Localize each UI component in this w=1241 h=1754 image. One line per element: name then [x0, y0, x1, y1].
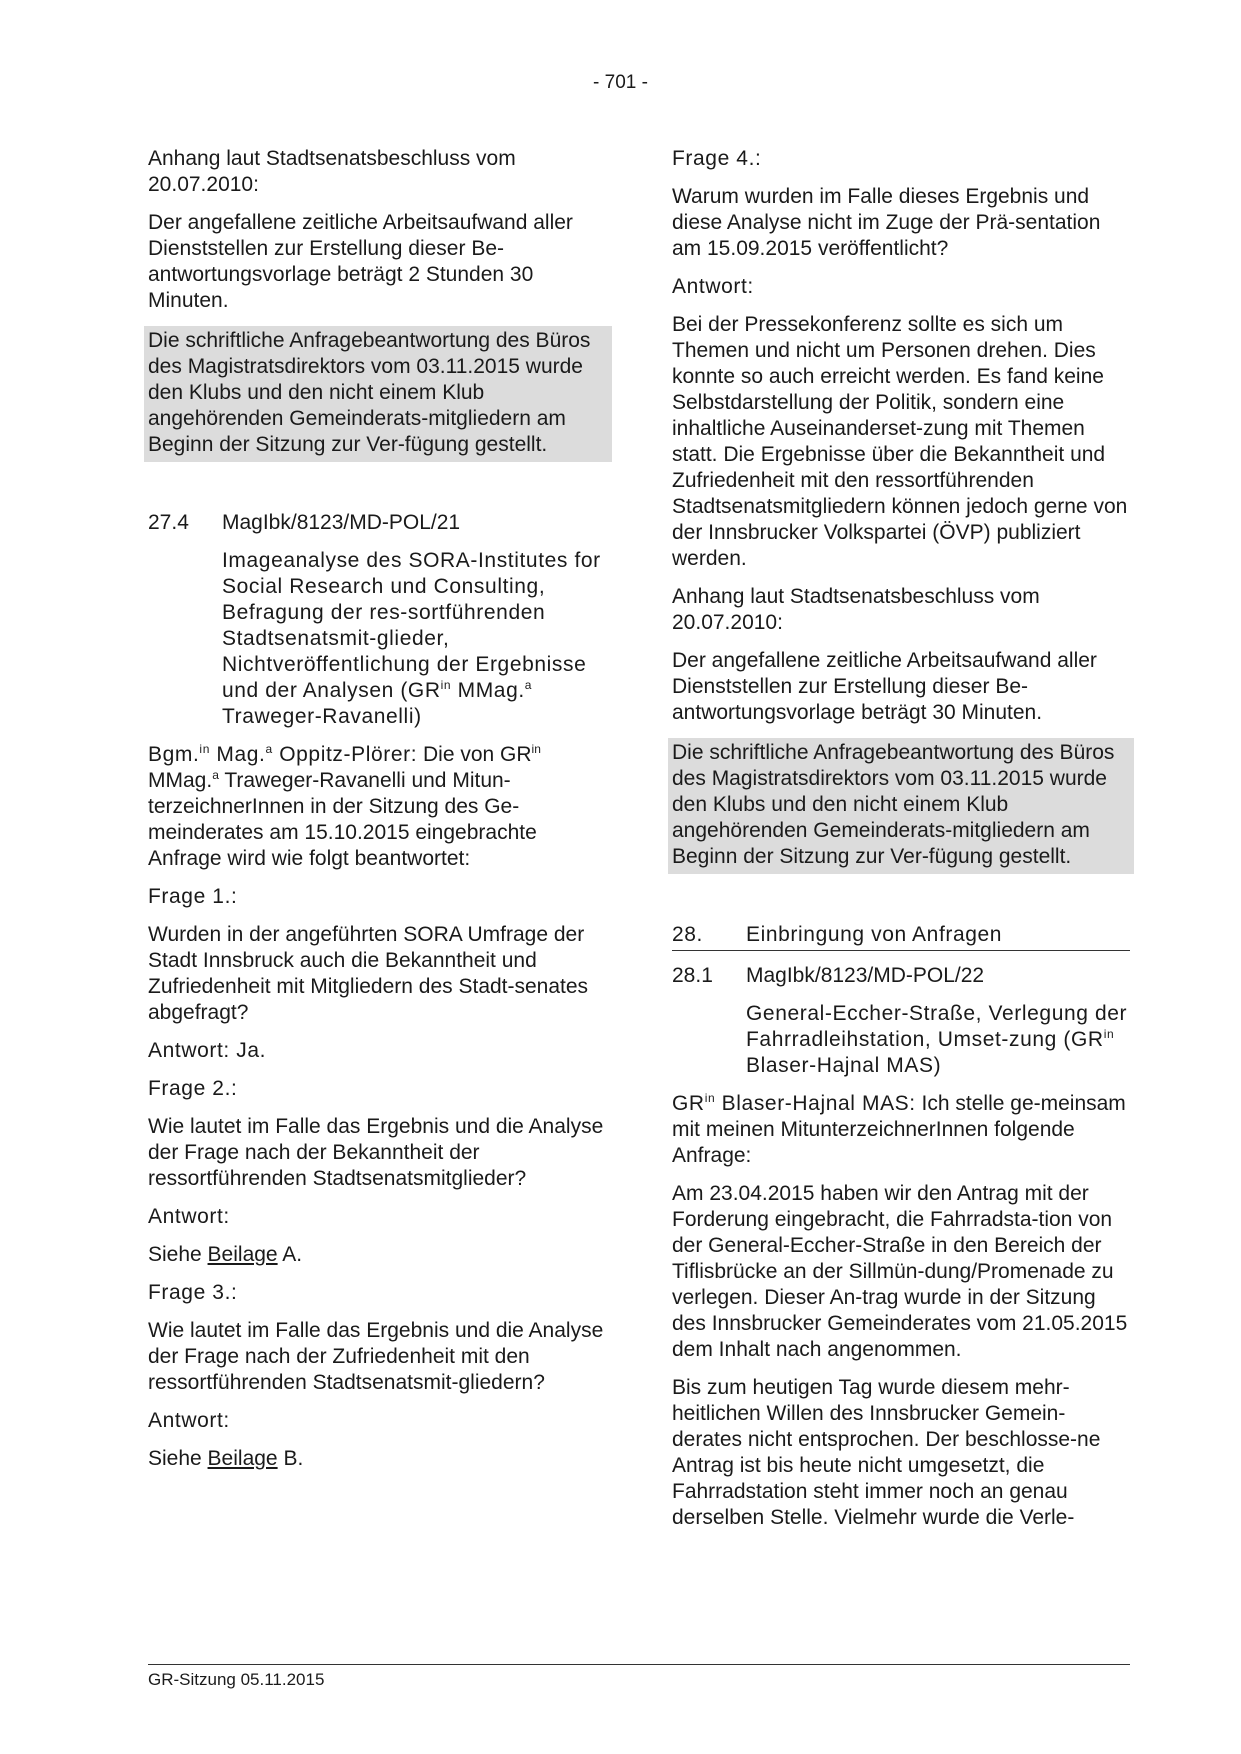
section-number: 28. [672, 923, 703, 946]
answer-1: Antwort: Ja. [148, 1039, 267, 1062]
right-column [672, 146, 1130, 1543]
beilage-a-link[interactable]: Beilage [207, 1243, 278, 1266]
item-reference: MagIbk/8123/MD-POL/21 [222, 511, 461, 534]
question-1-label: Frage 1.: [148, 885, 238, 908]
page-number: - 701 - [593, 72, 648, 93]
question-2-label: Frage 2.: [148, 1077, 238, 1100]
speaker-statement: $GR^{in}$ Blaser-Hajnal MAS: Ich stelle ge-meinsam mit meinen MitunterzeichnerInnen folgende Anfrage: [672, 1091, 1126, 1167]
paragraph-1: Am 23.04.2015 haben wir den Antrag mit der Forderung eingebracht, die Fahrradsta-tion von der General-Eccher-Straße in den Bereich der Tiflisbrücke an der Sillmün-dung/Promenade zu verlegen. Dieser An-trag wurde in der Sitzung des Innsbrucker Gemeinderates vom 21.05.2015 dem Inhalt nach angenommen. [672, 1182, 1128, 1361]
answer-2-label: Antwort: [148, 1205, 230, 1228]
left-column [148, 146, 608, 1484]
item-reference: MagIbk/8123/MD-POL/22 [746, 964, 985, 987]
item-number: 27.4 [148, 511, 189, 534]
answer-4-text: Bei der Pressekonferenz sollte es sich um Themen und nicht um Personen drehen. Dies konnte so auch erreicht werden. Es fand keine Selbstdarstellung der Politik, sondern eine inhaltliche Auseinanderset-zung mit Themen statt. Die Ergebnisse über die Bekanntheit und Zufriedenheit mit den ressortführenden Stadtsenatsmitgliedern können jedoch gerne von der Innsbrucker Volkspartei (ÖVP) publiziert werden. [672, 313, 1128, 570]
speaker-name: Bgm.$^{in}$ Mag.$^a$ Oppitz-Plörer: [148, 742, 418, 766]
highlighted-notice: Die schriftliche Anfragebeantwortung des Büros des Magistratsdirektors vom 03.11.2015 wurde den Klubs und den nicht einem Klub angehörenden Gemeinderats-mitgliedern am Beginn der Sitzung zur Ver-fügung gestellt. [144, 326, 612, 462]
item-number: 28.1 [672, 964, 713, 987]
question-2-text: Wie lautet im Falle das Ergebnis und die Analyse der Frage nach der Bekanntheit der ressortführenden Stadtsenatsmitglieder? [148, 1115, 604, 1190]
answer-2-text: Siehe Beilage A. [148, 1243, 303, 1266]
footer-divider [148, 1664, 1130, 1665]
effort-note: Der angefallene zeitliche Arbeitsaufwand aller Dienststellen zur Erstellung dieser Be-antwortungsvorlage beträgt 30 Minuten. [672, 649, 1097, 724]
highlighted-notice: Die schriftliche Anfragebeantwortung des Büros des Magistratsdirektors vom 03.11.2015 wurde den Klubs und den nicht einem Klub angehörenden Gemeinderats-mitgliedern am Beginn der Sitzung zur Ver-fügung gestellt. [668, 738, 1134, 874]
question-3-label: Frage 3.: [148, 1281, 238, 1304]
agenda-item-27-4 [148, 510, 608, 536]
section-title: Einbringung von Anfragen [746, 923, 1003, 946]
beilage-b-link[interactable]: Beilage [207, 1447, 278, 1470]
paragraph-2: Bis zum heutigen Tag wurde diesem mehr-heitlichen Willen des Innsbrucker Gemein-derates nicht entsprochen. Der beschlosse-ne Antrag ist bis heute nicht umgesetzt, die Fahrradstation steht immer noch an genau derselben Stelle. Vielmehr wurde die Verle- [672, 1376, 1101, 1529]
item-title: General-Eccher-Straße, Verlegung der Fahrradleihstation, Umset-zung ($GR^{in}$ Blaser-Hajnal MAS) [746, 1002, 1128, 1077]
attachment-note: Anhang laut Stadtsenatsbeschluss vom 20.07.2010: [672, 585, 1040, 634]
question-3-text: Wie lautet im Falle das Ergebnis und die Analyse der Frage nach der Zufriedenheit mit den ressortführenden Stadtsenatsmit-gliedern? [148, 1319, 604, 1394]
effort-note: Der angefallene zeitliche Arbeitsaufwand aller Dienststellen zur Erstellung dieser Be-antwortungsvorlage beträgt 2 Stunden 30 Minuten. [148, 211, 573, 312]
question-4-label: Frage 4.: [672, 147, 762, 170]
question-1-text: Wurden in der angeführten SORA Umfrage der Stadt Innsbruck auch die Bekanntheit und Zufriedenheit mit Mitgliedern des Stadt-senates abgefragt? [148, 923, 589, 1024]
answer-4-label: Antwort: [672, 275, 754, 298]
speaker-statement: Bgm.$^{in}$ Mag.$^a$ Oppitz-Plörer: Die von $GR^{in}$ MMag.$^a$ Traweger-Ravanelli und Mitun-terzeichnerInnen in der Sitzung des Ge-meinderates am 15.10.2015 eingebrachte Anfrage wird wie folgt beantwortet: [148, 742, 541, 870]
section-28-heading [672, 922, 1130, 951]
answer-3-label: Antwort: [148, 1409, 230, 1432]
question-4-text: Warum wurden im Falle dieses Ergebnis und diese Analyse nicht im Zuge der Prä-sentation am 15.09.2015 veröffentlicht? [672, 185, 1101, 260]
footer-text: GR-Sitzung 05.11.2015 [148, 1670, 325, 1689]
answer-3-text: Siehe Beilage B. [148, 1447, 304, 1470]
item-title: Imageanalyse des SORA-Institutes for Social Research und Consulting, Befragung der res-sortführenden Stadtsenatsmit-glieder, Nichtveröffentlichung der Ergebnisse und der Analysen ($GR^{in}$ MMag.$^a$ Traweger-Ravanelli) [222, 549, 601, 728]
speaker-name: $GR^{in}$ Blaser-Hajnal MAS: [672, 1091, 916, 1115]
agenda-item-28-1 [672, 963, 1130, 989]
attachment-note: Anhang laut Stadtsenatsbeschluss vom 20.07.2010: [148, 147, 516, 196]
